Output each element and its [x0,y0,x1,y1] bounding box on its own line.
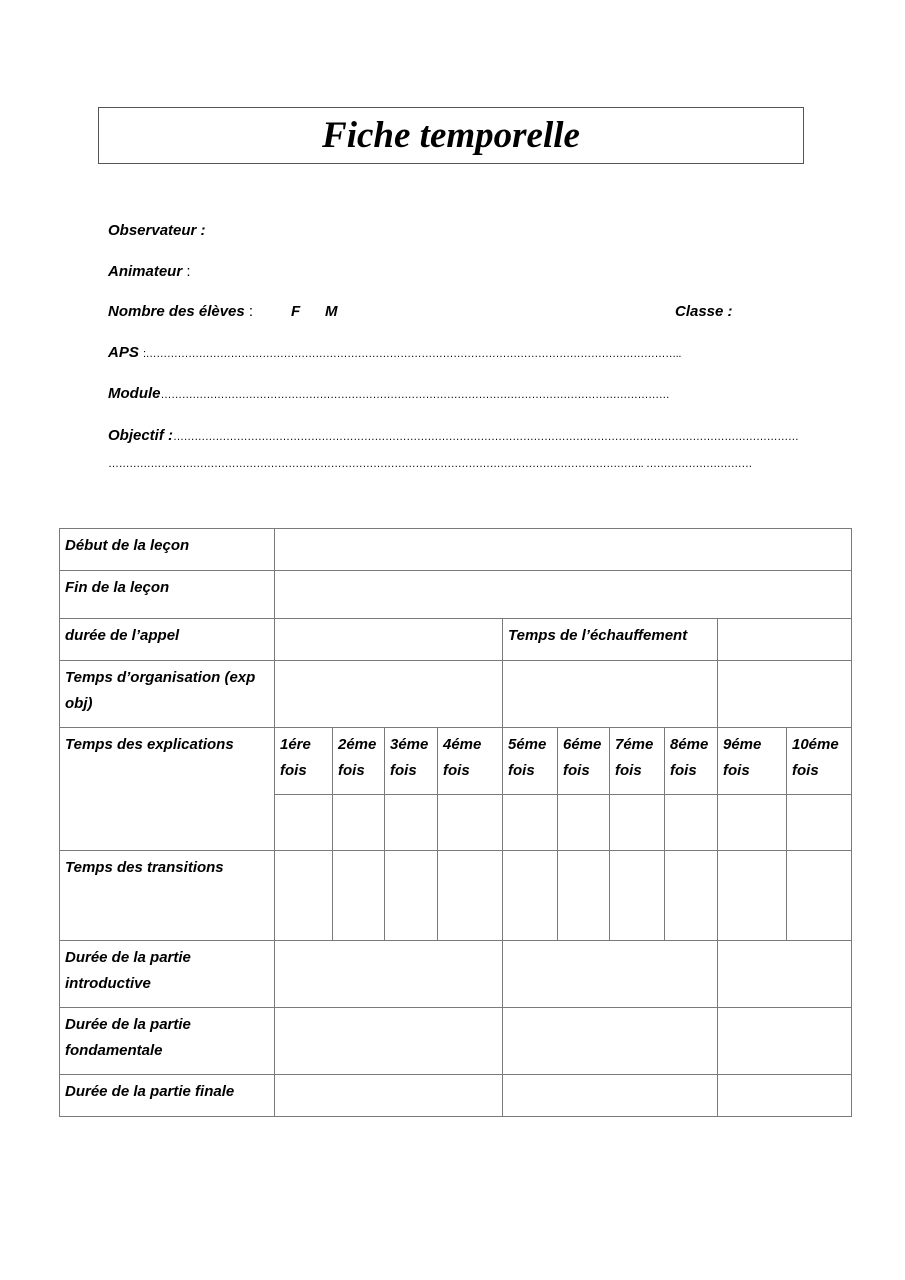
fois-header-6: 6éme fois [558,728,610,795]
partie-introductive-value-1[interactable] [275,941,503,1008]
duree-appel-value[interactable] [275,619,503,661]
partie-introductive-value-3[interactable] [718,941,852,1008]
fois-header-8: 8éme fois [665,728,718,795]
objectif-label: Objectif : [108,427,174,444]
temps-echauffement-value[interactable] [718,619,852,661]
table-row [60,941,852,1008]
fin-lecon-label: Fin de la leçon [60,571,275,619]
sex-f-field [291,303,300,320]
temps-explications-label: Temps des explications [60,728,275,851]
debut-lecon-label: Début de la leçon [60,529,275,571]
partie-finale-label: Durée de la partie finale [60,1075,275,1117]
explication-cell[interactable] [665,795,718,851]
animateur-label: Animateur [108,263,183,280]
debut-lecon-value[interactable] [275,529,852,571]
sex-m-label: M [325,303,338,320]
fois-header-9: 9éme fois [718,728,787,795]
objectif-line-2 [108,454,752,471]
classe-label: Classe : [675,303,733,320]
table-row [60,529,852,571]
partie-fondamentale-value-2[interactable] [503,1008,718,1075]
explication-cell[interactable] [503,795,558,851]
aps-label: APS [108,344,139,361]
animateur-colon: : [186,263,191,280]
explication-cell[interactable] [385,795,438,851]
table-row [60,728,852,795]
transition-cell[interactable] [787,851,852,941]
objectif-dotted-line: …………………………………………………………………………………………………………………………………………………………… [173,431,799,443]
explication-cell[interactable] [787,795,852,851]
fois-header-2: 2éme fois [333,728,385,795]
title-box [98,107,804,164]
time-sheet-table [59,528,852,1117]
temps-echauffement-label: Temps de l’échauffement [503,619,718,661]
table-row [60,1075,852,1117]
duree-appel-label: durée de l’appel [60,619,275,661]
page-title: Fiche temporelle [322,115,580,156]
partie-finale-value-2[interactable] [503,1075,718,1117]
explication-cell[interactable] [333,795,385,851]
module-field [108,385,669,402]
temps-organisation-value-2[interactable] [503,661,718,728]
explication-cell[interactable] [438,795,503,851]
explication-cell[interactable] [275,795,333,851]
nombre-eleves-field [108,303,253,320]
module-dotted-line: ……………………………………………………………………………………………………………………………… [160,389,670,401]
animateur-field [108,263,191,280]
observateur-label: Observateur : [108,222,206,239]
aps-dotted-line: :…………………………………………………………………………………………………………………………………….. [143,348,681,360]
transition-cell[interactable] [333,851,385,941]
objectif-dotted-line-2: …………………………………………………………………………………………………………………………………….. ………………………… [108,458,752,470]
fois-header-10: 10éme fois [787,728,852,795]
table-row [60,619,852,661]
sex-m-field [325,303,338,320]
transition-cell[interactable] [275,851,333,941]
temps-transitions-label: Temps des transitions [60,851,275,941]
partie-introductive-value-2[interactable] [503,941,718,1008]
transition-cell[interactable] [385,851,438,941]
fois-header-1: 1ére fois [275,728,333,795]
transition-cell[interactable] [665,851,718,941]
objectif-field [108,427,798,444]
fois-header-5: 5éme fois [503,728,558,795]
fois-header-3: 3éme fois [385,728,438,795]
transition-cell[interactable] [558,851,610,941]
temps-organisation-value-1[interactable] [275,661,503,728]
partie-fondamentale-value-1[interactable] [275,1008,503,1075]
explication-cell[interactable] [610,795,665,851]
transition-cell[interactable] [610,851,665,941]
table-row [60,851,852,941]
table-row [60,571,852,619]
partie-introductive-label: Durée de la partie introductive [60,941,275,1008]
transition-cell[interactable] [503,851,558,941]
nombre-eleves-label: Nombre des élèves [108,303,245,320]
explication-cell[interactable] [558,795,610,851]
partie-fondamentale-label: Durée de la partie fondamentale [60,1008,275,1075]
temps-organisation-label: Temps d’organisation (exp obj) [60,661,275,728]
nombre-eleves-colon: : [248,303,254,320]
sex-f-label: F [291,303,301,320]
table-row [60,1008,852,1075]
transition-cell[interactable] [438,851,503,941]
partie-finale-value-1[interactable] [275,1075,503,1117]
module-label: Module [108,385,161,402]
aps-field [108,344,681,361]
fois-header-7: 7éme fois [610,728,665,795]
transition-cell[interactable] [718,851,787,941]
partie-fondamentale-value-3[interactable] [718,1008,852,1075]
explication-cell[interactable] [718,795,787,851]
fois-header-4: 4éme fois [438,728,503,795]
classe-field [675,303,733,320]
table-row [60,661,852,728]
temps-organisation-value-3[interactable] [718,661,852,728]
partie-finale-value-3[interactable] [718,1075,852,1117]
observateur-field [108,222,206,239]
fin-lecon-value[interactable] [275,571,852,619]
